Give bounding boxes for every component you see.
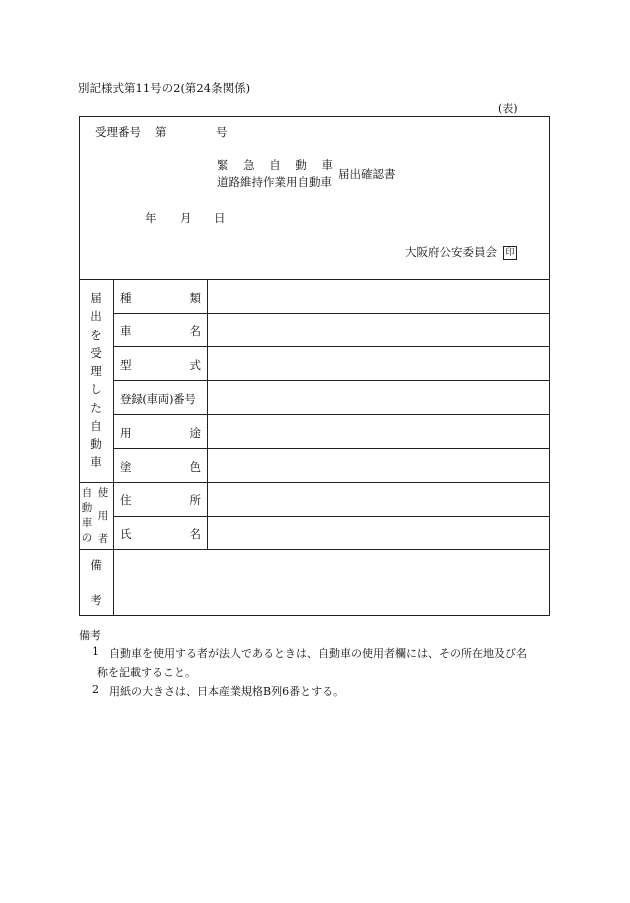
vehicle-type-char: 緊: [217, 158, 229, 172]
label-char: 所: [189, 493, 201, 507]
label-char: 類: [189, 291, 201, 305]
vehicle-name-label: [120, 323, 201, 339]
vehicle-color-value[interactable]: [208, 449, 549, 482]
label-char: 種: [120, 291, 132, 305]
user-section-label-char: 自: [81, 487, 93, 499]
user-address-value[interactable]: [208, 483, 549, 516]
issuer-name: 大阪府公安委員会: [405, 245, 497, 259]
reception-number-dai: 第: [155, 125, 167, 139]
label-char: 式: [189, 358, 201, 372]
note-text-continued: 称を記載すること。: [97, 666, 196, 679]
label-char: 名: [189, 527, 201, 541]
date-month-label: 月: [180, 211, 192, 225]
note-number: 1: [92, 645, 99, 658]
vehicle-type-char: 急: [243, 158, 255, 172]
vehicle-type-road-maintenance: 道路維持作業用自動車: [217, 175, 332, 189]
reception-number-label: 受理番号: [95, 125, 141, 139]
user-section-label-col2: [96, 488, 110, 544]
label-char: 途: [189, 426, 201, 440]
notes-heading: 備考: [79, 629, 101, 642]
vehicle-section-label-char: し: [90, 382, 102, 397]
user-section-label-char: 者: [97, 532, 109, 545]
user-section-label-char: の: [81, 532, 93, 545]
vehicle-section-label-char: 受: [90, 345, 102, 360]
vehicle-type-char: 動: [295, 158, 307, 172]
vehicle-purpose-value[interactable]: [208, 415, 549, 448]
vehicle-section-label-char: 届: [90, 291, 102, 305]
vehicle-section-label-char: 理: [90, 364, 102, 379]
user-name-label: [120, 526, 201, 542]
note-text: 用紙の大きさは、日本産業規格B列6番とする。: [109, 685, 345, 698]
vehicle-type-char: 自: [269, 158, 281, 172]
remarks-label: [88, 560, 104, 606]
vehicle-section-label-char: 動: [90, 437, 102, 452]
remarks-label-char: 備: [90, 558, 102, 572]
user-section-label-char: 用: [97, 509, 109, 522]
user-section-label-char: 車: [81, 517, 93, 530]
vehicle-model-value[interactable]: [208, 347, 549, 380]
vehicle-section-label-char: た: [90, 400, 102, 415]
vehicle-model-label: [120, 357, 201, 373]
seal-stamp: 印: [503, 246, 517, 260]
document-name: 届出確認書: [338, 167, 396, 181]
vehicle-section-label-char: を: [90, 327, 102, 342]
user-section-label-col1: [80, 488, 94, 544]
user-section-label-char: 動: [81, 502, 93, 515]
label-char: 用: [120, 426, 132, 440]
vehicle-section-label-char: 出: [90, 309, 102, 324]
label-char: 型: [120, 358, 132, 372]
date-day-label: 日: [214, 211, 226, 225]
user-section-label-char: 使: [97, 487, 109, 499]
label-char: 名: [189, 324, 201, 338]
vehicle-purpose-label: [120, 425, 201, 441]
label-char: 塗: [120, 460, 132, 474]
vehicle-kind-value[interactable]: [208, 280, 549, 313]
remarks-value[interactable]: [114, 550, 549, 615]
vehicle-registration-label: 登録(車両)番号: [120, 392, 196, 406]
form-title: 別記様式第11号の2(第24条関係): [78, 81, 251, 95]
user-address-label: [120, 492, 201, 508]
note-number: 2: [92, 683, 99, 696]
note-text: 自動車を使用する者が法人であるときは、自動車の使用者欄には、その所在地及び名: [109, 647, 527, 660]
date-year-label: 年: [145, 211, 157, 225]
reception-number-go: 号: [216, 125, 228, 139]
issuer: [405, 244, 517, 260]
vehicle-type-emergency: [217, 157, 333, 173]
label-char: 色: [189, 460, 201, 474]
remarks-label-char: 考: [90, 592, 102, 607]
vehicle-color-label: [120, 459, 201, 475]
label-char: 住: [120, 493, 132, 507]
vehicle-name-value[interactable]: [208, 314, 549, 346]
vehicle-type-char: 車: [321, 158, 333, 172]
label-char: 氏: [120, 527, 132, 541]
vehicle-section-label: [88, 293, 104, 469]
vehicle-section-label-char: 自: [90, 418, 102, 433]
vehicle-section-label-char: 車: [90, 455, 102, 470]
user-name-value[interactable]: [208, 517, 549, 549]
label-char: 車: [120, 324, 132, 338]
side-label: (表): [498, 102, 518, 115]
vehicle-registration-value[interactable]: [208, 381, 549, 414]
vehicle-kind-label: [120, 290, 201, 306]
